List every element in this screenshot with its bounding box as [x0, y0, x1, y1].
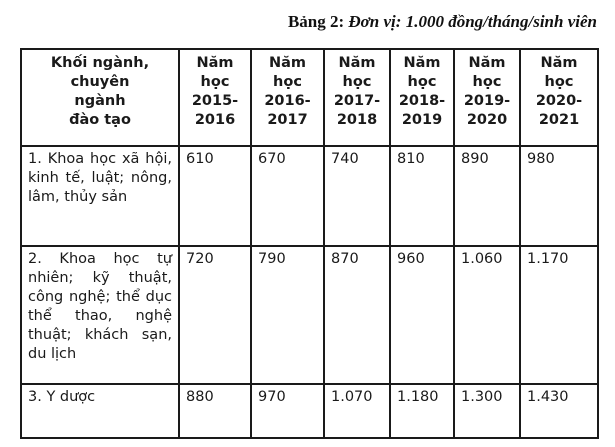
major-cell: 1. Khoa học xã hội, kinh tế, luật; nông, lâm, thủy sản	[21, 146, 179, 246]
value-cell: 670	[251, 146, 324, 246]
header-year-2020-2021: Năm học 2020- 2021	[520, 49, 598, 146]
header-year-2017-2018: Năm học 2017- 2018	[324, 49, 390, 146]
value-cell: 1.060	[454, 246, 520, 384]
value-cell: 1.170	[520, 246, 598, 384]
value-cell: 890	[454, 146, 520, 246]
value-cell: 870	[324, 246, 390, 384]
header-year-2019-2020: Năm học 2019- 2020	[454, 49, 520, 146]
value-cell: 1.070	[324, 384, 390, 438]
value-cell: 790	[251, 246, 324, 384]
value-cell: 970	[251, 384, 324, 438]
header-major: Khối ngành, chuyên ngành đào tạo	[21, 49, 179, 146]
value-cell: 740	[324, 146, 390, 246]
header-year-2018-2019: Năm học 2018- 2019	[390, 49, 454, 146]
value-cell: 610	[179, 146, 251, 246]
major-cell: 2. Khoa học tự nhiên; kỹ thuật, công nghệ; thể dục thể thao, nghệ thuật; khách sạn, du lịch	[21, 246, 179, 384]
value-cell: 1.300	[454, 384, 520, 438]
value-cell: 810	[390, 146, 454, 246]
table-row	[21, 146, 598, 246]
table-row	[21, 384, 598, 438]
value-cell: 720	[179, 246, 251, 384]
value-cell: 880	[179, 384, 251, 438]
value-cell: 1.430	[520, 384, 598, 438]
header-year-2015-2016: Năm học 2015- 2016	[179, 49, 251, 146]
header-row	[21, 49, 598, 146]
caption-unit: Đơn vị: 1.000 đồng/tháng/sinh viên	[348, 12, 597, 31]
caption-label: Bảng 2:	[287, 12, 349, 31]
major-cell: 3. Y dược	[21, 384, 179, 438]
table-row	[21, 246, 598, 384]
tuition-table	[20, 48, 599, 439]
value-cell: 960	[390, 246, 454, 384]
value-cell: 980	[520, 146, 598, 246]
value-cell: 1.180	[390, 384, 454, 438]
header-year-2016-2017: Năm học 2016- 2017	[251, 49, 324, 146]
table-caption	[288, 12, 597, 32]
